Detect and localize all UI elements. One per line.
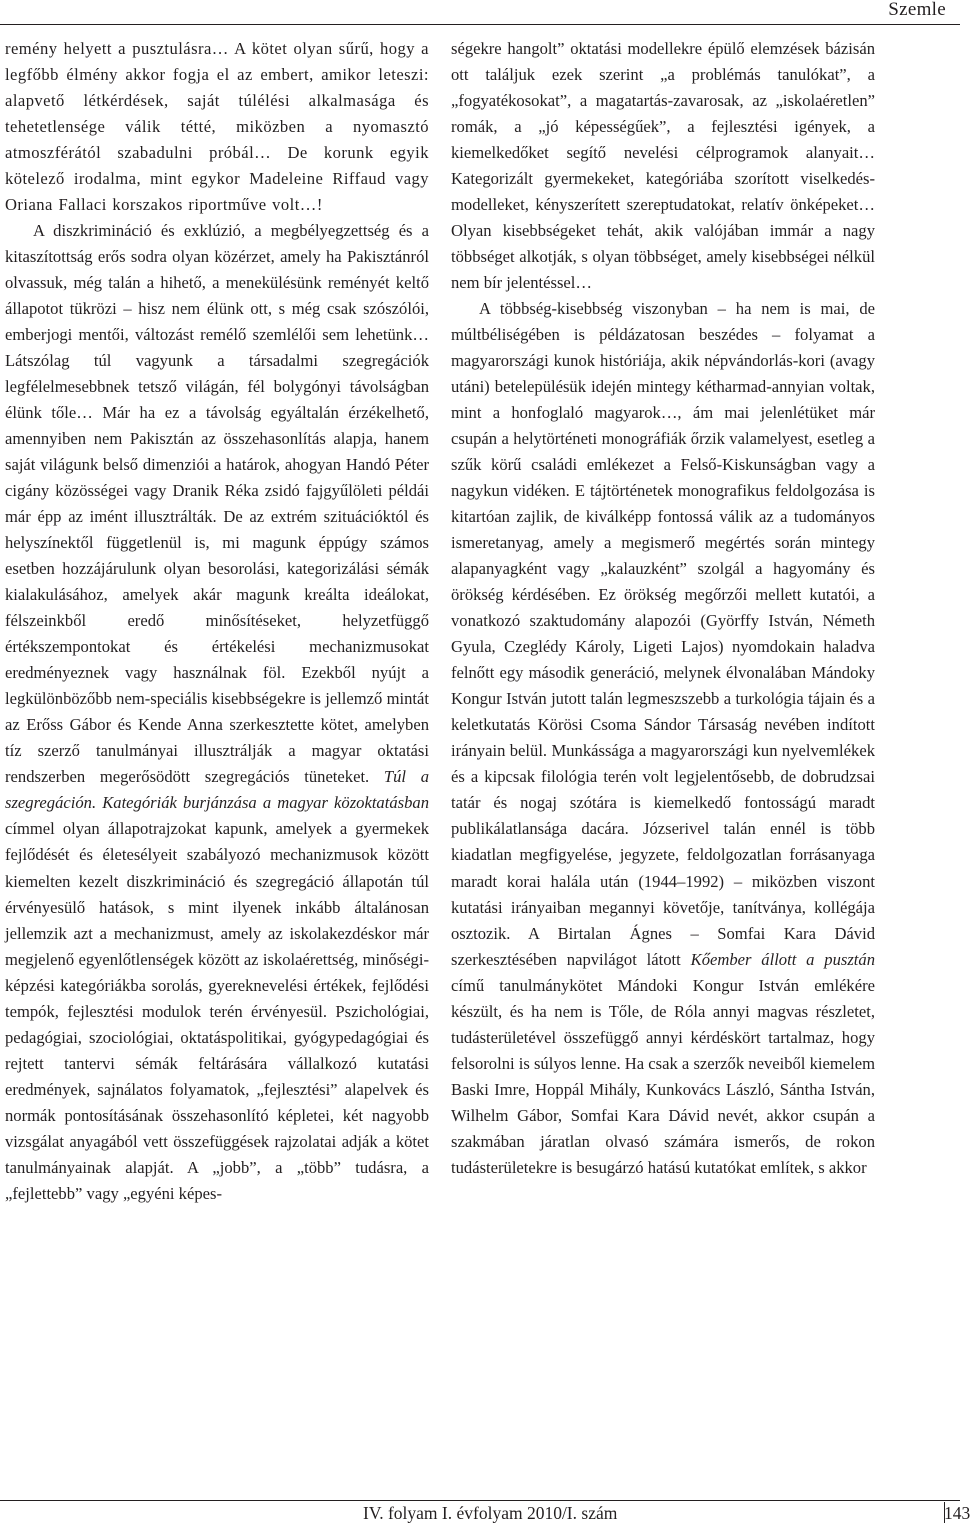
running-head bbox=[0, 0, 960, 25]
left-paragraph-2 bbox=[5, 218, 429, 1207]
right-paragraph-2 bbox=[451, 296, 875, 1181]
book-title-szegregacio: Túl a szegregáción. Kategóriák burjánzása a magyar közoktatásban bbox=[5, 767, 429, 813]
footer-rule bbox=[0, 1500, 960, 1501]
right-paragraph-1: ségekre hangolt” oktatási modellekre épülő elemzések bázisán ott találjuk ezek szerint „a problémás tanulókat”, a „fogyatékosokat”, a magatartás-zavarosak, az „iskolaéretlen” romák, a „jó képességűek”, a fejlesztési igények, a kiemelkedőket segítő nevelési célprogramok alanyait… Kategorizált gyermekeket, kategóriába szorított viselkedés-modelleket, kényszerített szereptudatokat, relatív önképeket… Olyan kisebbségeket tehát, akik valójában immár a nagy többséget alkotják, s olyan többséget, amely kisebbségei nélkül nem bír jelentéssel… bbox=[451, 39, 875, 293]
page-number: 143 bbox=[944, 1503, 970, 1523]
left-column bbox=[5, 36, 429, 1207]
left-paragraph-2-text-b: címmel olyan állapotrajzokat kapunk, amelyek a gyermekek fejlődését és életesélyeit szabályozó mechanizmusok között kiemelten kezelt diszkrimináció és szegregáció állapotán túl érvényesülő hatások, s mint ilyenek inkább általánosan jellemzik azt a mechanizmust, amely az iskolakezdéskor már megjelenő egyenlőtlenségek között az iskolaérettség, minőségi-képzési kategóriákba sorolás, gyereknevelési értékek, fejlődési tempók, fejlesztési modulok terén érvényesül. Pszichológiai, pedagógiai, szociológiai, oktatáspolitikai, gyógypedagógiai és rejtett tantervi sémák feltárására vállalkozó kutatási eredmények, sajnálatos folyamatok, „fejlesztési” alapelvek és normák pontosításának összehasonlító képletei, két nagyobb vizsgálat anyagából vett összefüggések rajzolatai adják a kötet tanulmányainak alapját. A „jobb”, a „több” tudásra, a „fejlettebb” vagy „egyéni képes- bbox=[5, 819, 429, 1203]
book-title-koember: Kőember állott a pusztán bbox=[690, 949, 876, 969]
right-paragraph-2-text-b: című tanulmánykötet Mándoki Kongur István emlékére készült, és ha nem is Tőle, de Róla annyi magvas részletet, tudásterületével összefüggő annyi kérdéskört tartalmaz, hogy felsorolni is súlyos lenne. Ha csak a szerzők neveiből kiemelem Baski Imre, Hoppál Mihály, Kunkovács László, Sántha István, Wilhelm Gábor, Somfai Kara Dávid nevét, akkor csupán a szakmában járatlan olvasó számára ismerős, de rokon tudásterületekre is besugárzó hatású kutatókat említek, s akkor bbox=[451, 975, 875, 1177]
page-footer bbox=[0, 1500, 970, 1523]
issue-info: IV. folyam I. évfolyam 2010/I. szám bbox=[363, 1503, 618, 1523]
left-paragraph-1: remény helyett a pusztulásra… A kötet olyan sűrű, hogy a legfőbb élmény akkor fogja el az embert, amikor leteszi: alapvető létkérdések, saját túlélési alkalmasága és tehetetlensége válik tétté, miközben a nyomasztó atmoszférától szabadulni próbál… De korunk egyik kötelező irodalma, mint egykor Madeleine Riffaud vagy Oriana Fallaci korszakos riportműve volt…! bbox=[5, 39, 429, 215]
right-paragraph-2-text-a: A többség-kisebbség viszonyban – ha nem is mai, de múltbéliségében is példázatosan beszédes – folyamat a magyarországi kunok históriája, akik népvándorlás-kori (avagy utáni) betelepülésük idején mintegy kétharmad-annyian voltak, mint a honfoglaló magyarok…, ám mai jelenlétüket már csupán a helytörténeti monográfiák őrzik valamelyest, esetleg a szűk körű családi emlékezet a Felső-Kiskunságban vagy a nagykun vidéken. E tájtörténetek monografikus feldolgozása is kitartóan zajlik, de kiválképp fontossá válik az a tudományos ismeretanyag, amely a megismerő megértés során mintegy alapanyagként vagy „kalauzként” szolgál a hagyomány és örökség kérdésében. Ez örökség megőrzői mellett kutatói, a vonatkozó szaktudomány alapozói (Györffy István, Németh Gyula, Czeglédy Károly, Ligeti Lajos) nyomdokain haladva felnőtt egy második generáció, melynek élvonalában Mándoky Kongur István jutott talán legmeszszebb a turkológia tájain és a keletkutatás Körösi Csoma Sándor Társaság nevében indított irányain belül. Munkássága a magyarországi kun nyelvemlékek és a kipcsak filológia terén volt legjelentősebb, de dobrudzsai tatár és nogaj szótára is kiemelkedő fontosságú maradt publikálatlansága dacára. Józserivel talán ennél is több kiadatlan megfigyelése, jegyzete, feldolgozatlan forrásanyaga maradt korai halála után (1944–1992) – miközben viszont kutatási irányaiban megannyi követője, tanítványa, kollégája osztozik. A Birtalan Ágnes – Somfai Kara Dávid szerkesztésében napvilágot látott bbox=[451, 299, 875, 969]
section-title: Szemle bbox=[888, 0, 946, 20]
left-paragraph-2-text-a: A diszkrimináció és exklúzió, a megbélyegzettség és a kitaszítottság erős sodra olyan közérzet, amely ha Pakisztánról olvassuk, még talán a hihető, a menekülésünk reményét keltő állapotot tükrözi – hisz nem élünk ott, s még csak szószólói, emberjogi mentői, változást remélő szemlélői sem lehetünk… Látszólag túl vagyunk a társadalmi szegregációk legfélelmesebbnek tetsző világán, fél bolygónyi távolságban élünk tőle… Már ha ez a távolság egyáltalán érzékelhető, amennyiben nem Pakisztán az összehasonlítás alapja, hanem saját világunk belső dimenziói a határok, ahogyan Handó Péter cigány közösségei vagy Dranik Réka zsidó fajgyűlöleti példái már épp az imént illusztrálták. De az extrém szituációktól és helyszínektől függetlenül is, mi magunk éppúgy számos esetben hozzájárulunk olyan besorolási, kategorizálási sémák kialakulásához, amelyek akár magunk kreálta ideálokat, félszeinkből eredő minősítéseket, helyzetfüggő értékszempontokat és értékelési mechanizmusokat eredményeznek vagy használnak föl. Ezekből nyújt a legkülönbözőbb nem-speciális kisebbségekre is jellemző mintát az Erőss Gábor és Kende Anna szerkesztette kötet, amelyben tíz szerző tanulmányai illusztrálják a magyar oktatási rendszerben megerősödött szegregációs tüneteket. bbox=[5, 221, 429, 787]
right-column bbox=[451, 36, 875, 1181]
